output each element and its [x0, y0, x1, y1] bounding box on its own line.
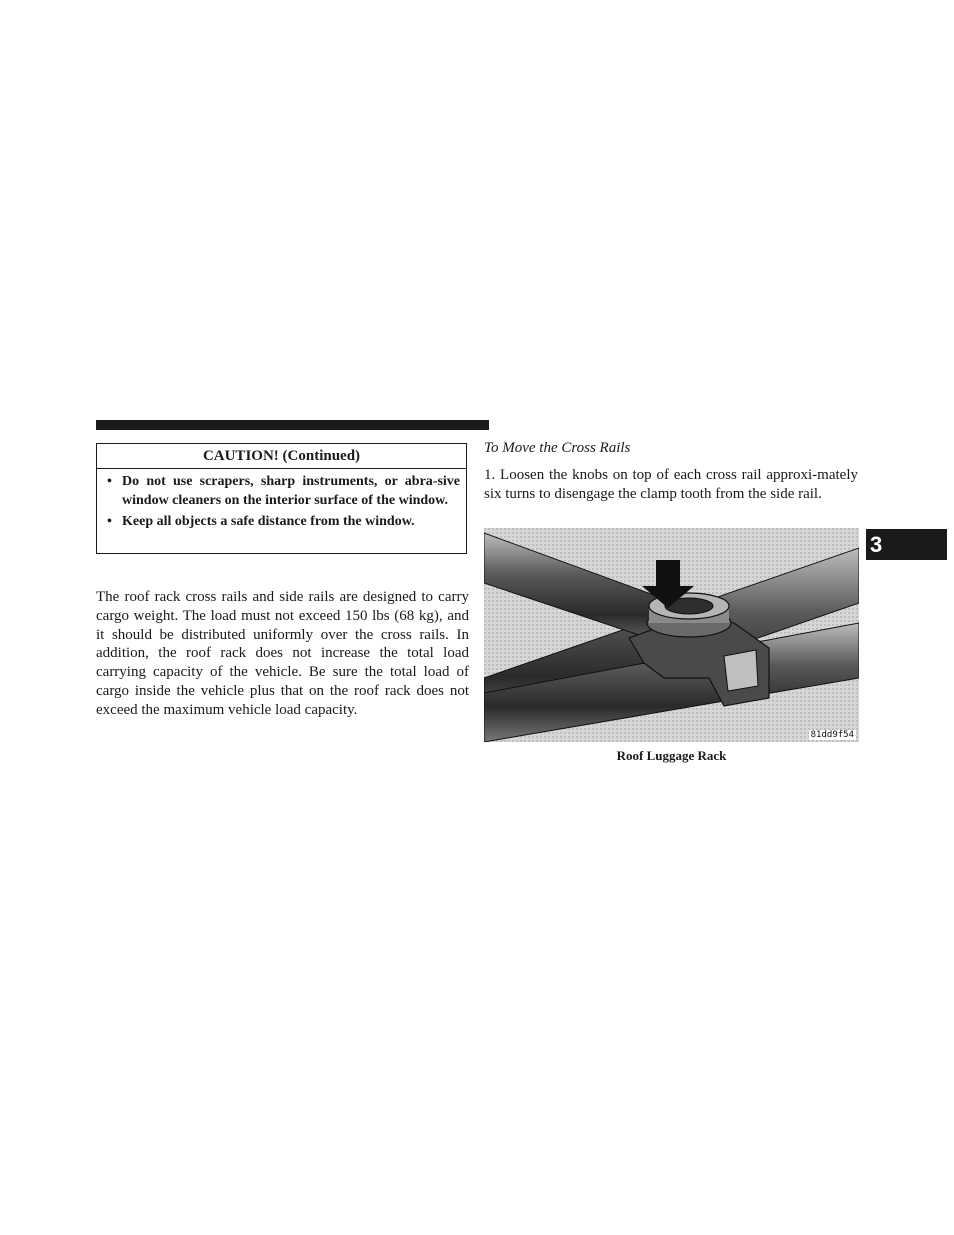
- caution-item-text: Keep all objects a safe distance from the window.: [122, 514, 415, 529]
- section-rule: [96, 420, 489, 430]
- bullet-icon: •: [107, 474, 112, 489]
- caution-item-text: Do not use scrapers, sharp instruments, or abra-sive window cleaners on the interior surface of the window.: [122, 474, 460, 508]
- caution-item: [107, 473, 460, 510]
- figure-caption: Roof Luggage Rack: [616, 748, 727, 763]
- bullet-icon: •: [107, 514, 112, 529]
- caution-box: [96, 443, 467, 554]
- figure-code: 81dd9f54: [810, 730, 854, 740]
- caution-item: [107, 513, 460, 532]
- caution-list: [97, 469, 466, 532]
- roof-rack-illustration: [484, 528, 859, 742]
- roof-rack-figure: [484, 528, 859, 742]
- section-heading: To Move the Cross Rails: [484, 440, 631, 456]
- chapter-tab: 3: [866, 529, 947, 560]
- step-instruction: 1. Loosen the knobs on top of each cross rail approxi-mately six turns to disengage the clamp tooth from the side rail.: [484, 467, 858, 502]
- body-paragraph: The roof rack cross rails and side rails are designed to carry cargo weight. The load must not exceed 150 lbs (68 kg), and it should be distributed uniformly over the cross rails. In addition, the roof rack does not increase the total load carrying capacity of the vehicle. Be sure the total load of cargo inside the vehicle plus that on the roof rack does not exceed the maximum vehicle load capacity.: [96, 589, 469, 718]
- caution-title: CAUTION! (Continued): [97, 444, 466, 469]
